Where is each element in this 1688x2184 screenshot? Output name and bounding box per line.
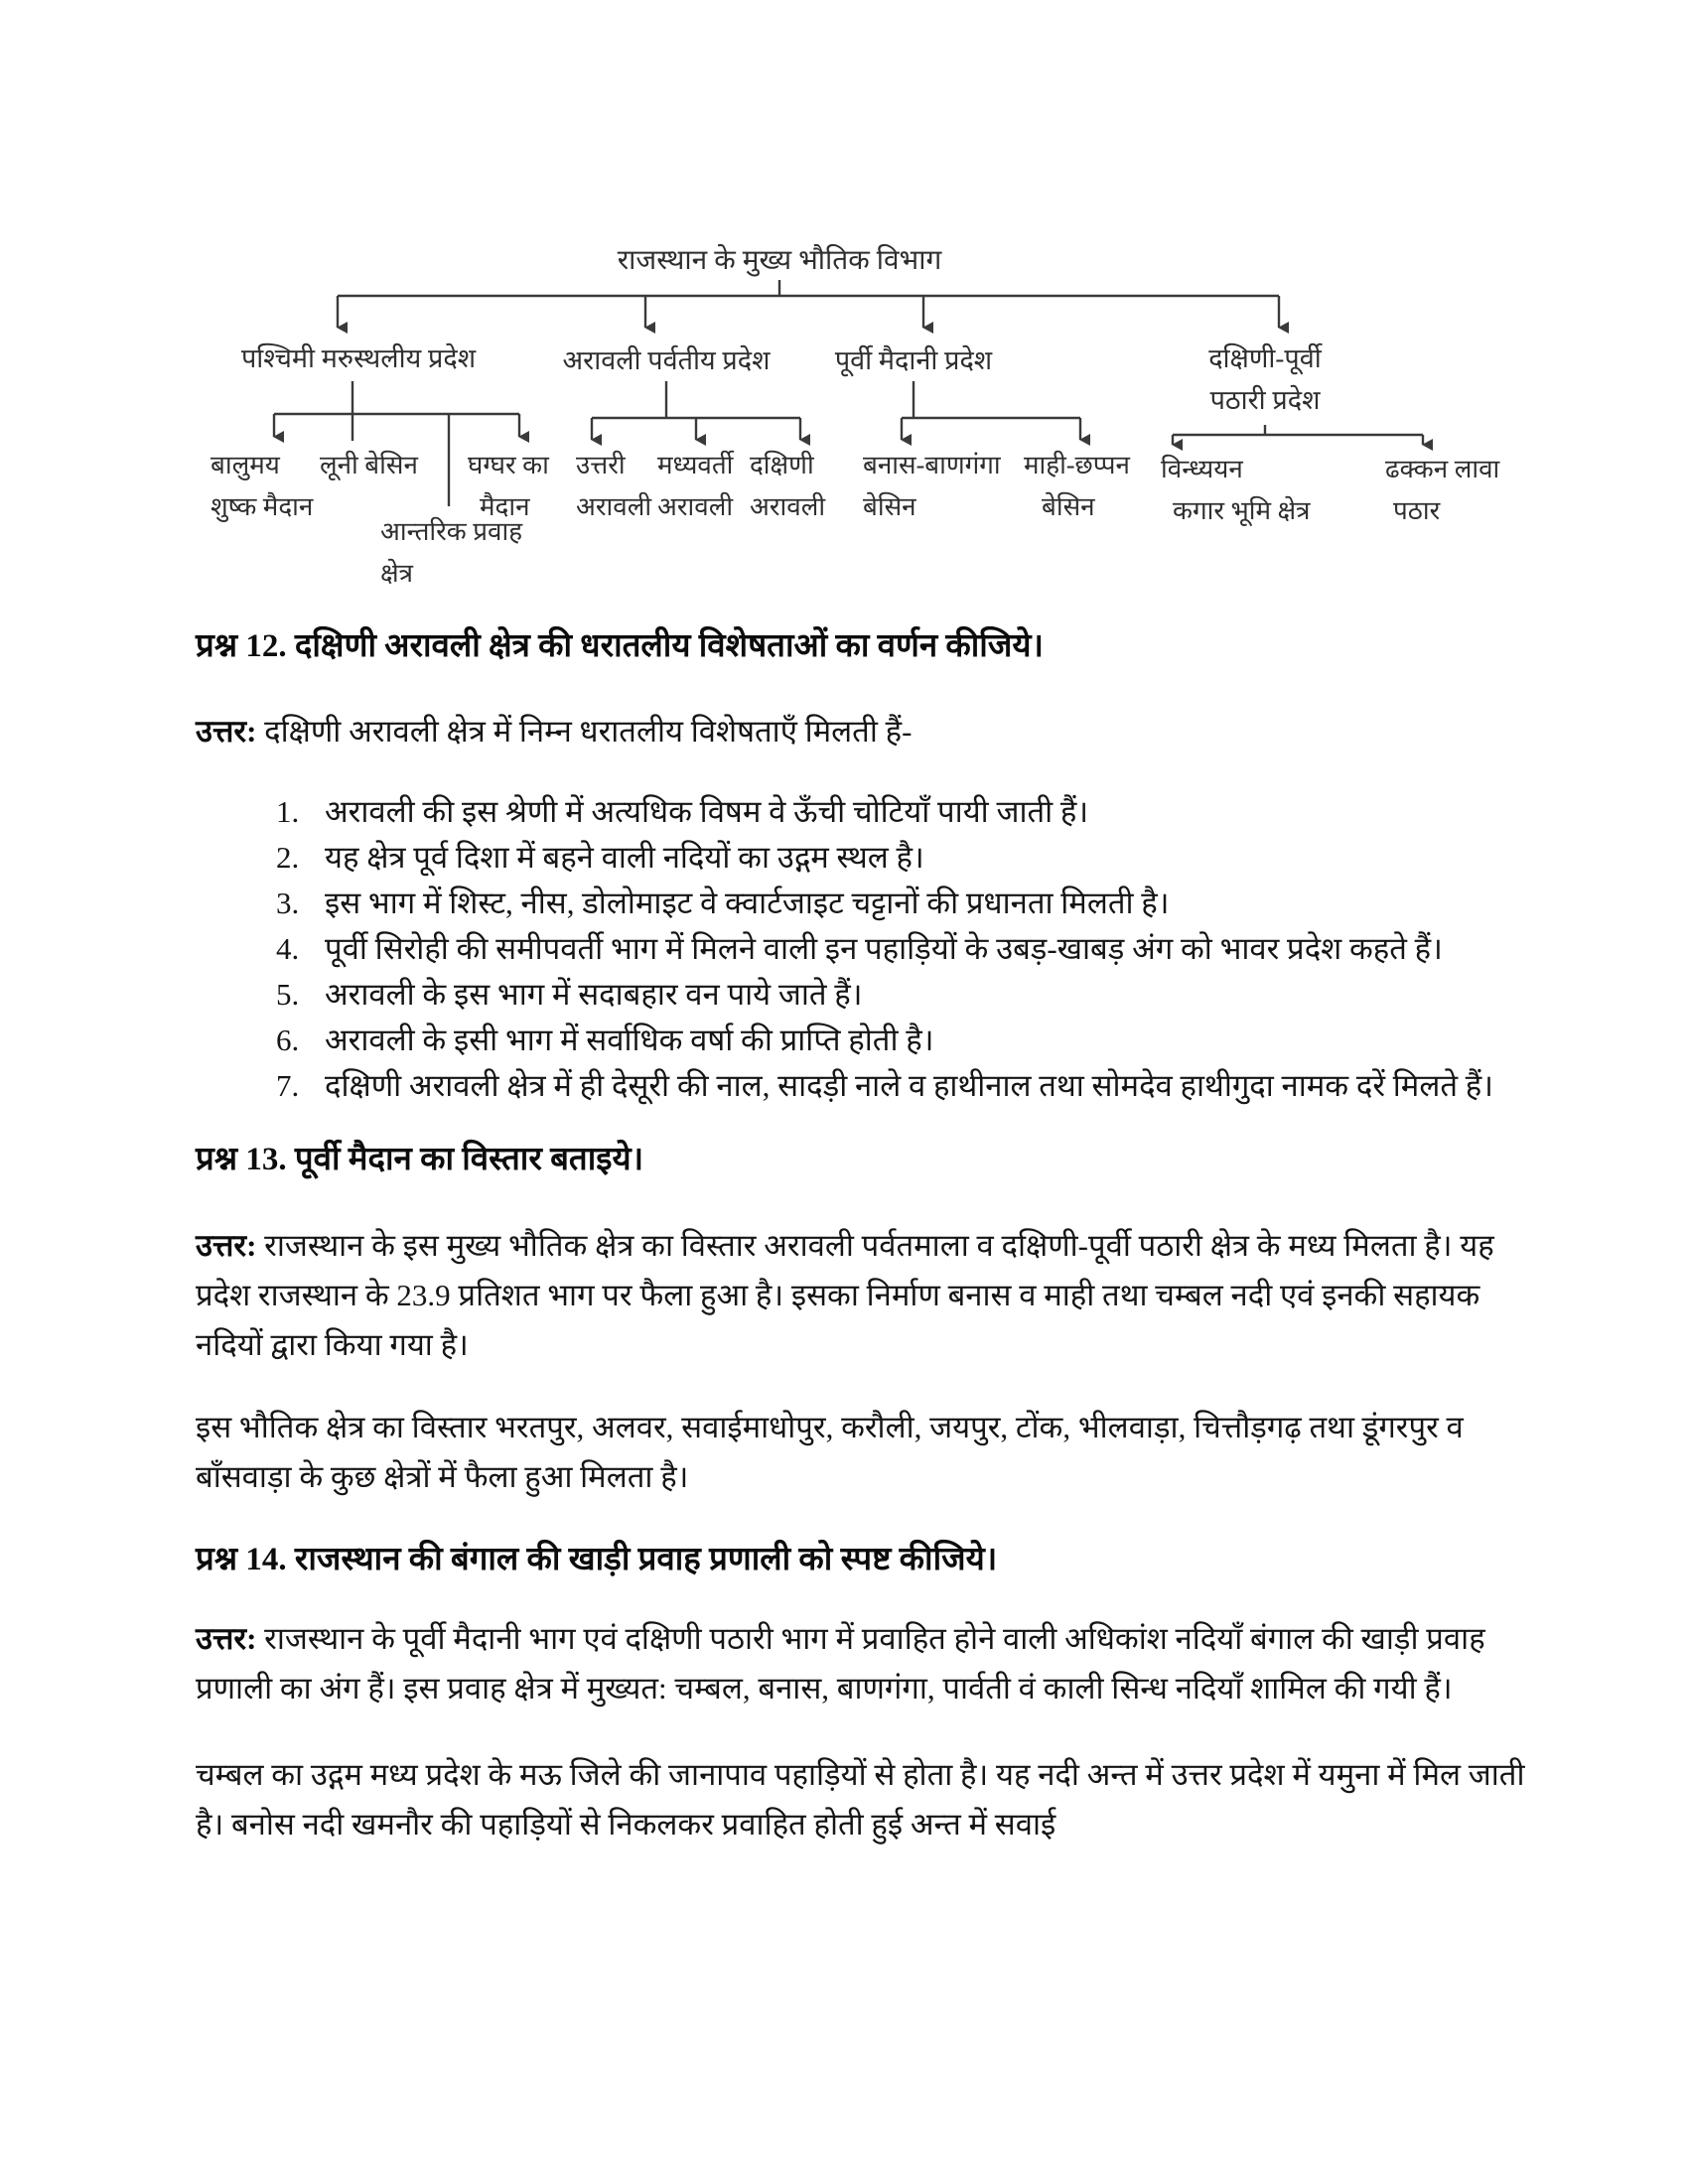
list-item: 5. अरावली के इस भाग में सदाबहार वन पाये जाते हैं। <box>307 972 1551 1018</box>
leaf-mahi-chhappan-basin <box>1024 445 1130 528</box>
surface-features-list <box>196 789 1551 1109</box>
diagram-title: राजस्थान के मुख्य भौतिक विभाग <box>617 245 942 276</box>
branch-aravali-mountain <box>517 340 815 381</box>
answer-14-extra-paragraph: चम्बल का उद्गम मध्य प्रदेश के मऊ जिले की जानापाव पहाड़ियों से होता है। यह नदी अन्त में उत्तर प्रदेश में यमुना में मिल जाती है। बनोस नदी खमनौर की पहाड़ियों से निकलकर प्रवाहित होती हुई अन्त में सवाई <box>196 1757 1525 1842</box>
list-item: 2. यह क्षेत्र पूर्व दिशा में बहने वाली नदियों का उद्गम स्थल है। <box>307 835 1551 881</box>
leaf-line: अरावली <box>750 492 826 521</box>
leaf-line: बेसिन <box>1042 492 1095 521</box>
question-12-heading: प्रश्न 12. दक्षिणी अरावली क्षेत्र की धरातलीय विशेषताओं का वर्णन कीजिये। <box>196 628 1044 664</box>
physical-divisions-tree-diagram <box>129 159 1589 615</box>
leaf-line: बालुमय <box>211 451 280 479</box>
question-13-heading: प्रश्न 13. पूर्वी मैदान का विस्तार बताइये। <box>196 1142 644 1177</box>
list-item: 6. अरावली के इसी भाग में सर्वाधिक वर्षा की प्राप्ति होती है। <box>307 1018 1551 1063</box>
list-item: 4. पूर्वी सिरोही की समीपवर्ती भाग में मिलने वाली इन पहाड़ियों के उबड़-खाबड़ अंग को भावर प्रदेश कहते हैं। <box>307 926 1551 972</box>
leaf-line: दक्षिणी <box>750 451 814 479</box>
branch-label: अरावली पर्वतीय प्रदेश <box>562 345 771 375</box>
leaf-northern-aravali <box>576 445 651 528</box>
leaf-vindhyan-scarp-land <box>1161 449 1311 532</box>
leaf-line: पठार <box>1393 496 1441 525</box>
answer-text: राजस्थान के इस मुख्य भौतिक क्षेत्र का विस्तार अरावली पर्वतमाला व दक्षिणी-पूर्वी पठारी क्षेत्र के मध्य मिलता है। यह प्रदेश राजस्थान के 23.9 प्रतिशत भाग पर फैला हुआ है। इसका निर्माण बनास व माही तथा चम्बल नदी एवं इनकी सहायक नदियों द्वारा किया गया है। <box>196 1228 1494 1362</box>
branch-label-line: पठारी प्रदेश <box>1209 385 1321 415</box>
answer-12-intro <box>196 707 1551 756</box>
question-14-heading: प्रश्न 14. राजस्थान की बंगाल की खाड़ी प्रवाह प्रणाली को स्पष्ट कीजिये। <box>196 1542 998 1577</box>
leaf-deccan-lava-plateau <box>1385 449 1499 532</box>
leaf-line: ढक्कन लावा <box>1385 455 1500 483</box>
leaf-line: घग्घर का <box>468 451 549 479</box>
branch-eastern-plain <box>789 340 1038 381</box>
answer-label: उत्तर: <box>196 714 257 749</box>
branch-southeastern-plateau <box>1166 338 1364 421</box>
leaf-luni-basin <box>320 445 418 486</box>
list-item: 7. दक्षिणी अरावली क्षेत्र में ही देसूरी की नाल, सादड़ी नाले व हाथीनाल तथा सोमदेव हाथीगुदा नामक दरें मिलते हैं। <box>307 1063 1551 1109</box>
answer-label: उत्तर: <box>196 1621 257 1656</box>
leaf-line: बेसिन <box>863 492 916 521</box>
answer-text: राजस्थान के पूर्वी मैदानी भाग एवं दक्षिणी पठारी भाग में प्रवाहित होने वाली अधिकांश नदियाँ बंगाल की खाड़ी प्रवाह प्रणाली का अंग हैं। इस प्रवाह क्षेत्र में मुख्यत: चम्बल, बनास, बाणगंगा, पार्वती वं काली सिन्ध नदियाँ शामिल की गयी हैं। <box>196 1621 1485 1706</box>
diagram-connector-lines <box>129 159 1589 615</box>
leaf-line: बनास-बाणगंगा <box>863 451 1001 479</box>
answer-label: उत्तर: <box>196 1228 257 1263</box>
leaf-sandy-dry-plain <box>211 445 313 528</box>
leaf-line: लूनी बेसिन <box>320 451 418 479</box>
leaf-line: शुष्क मैदान <box>211 492 314 521</box>
leaf-line: विन्ध्ययन <box>1161 455 1243 483</box>
answer-intro-text: दक्षिणी अरावली क्षेत्र में निम्न धरातलीय विशेषताएँ मिलती हैं- <box>264 714 913 749</box>
list-item: 3. इस भाग में शिस्ट, नीस, डोलोमाइट वे क्वार्टजाइट चट्टानों की प्रधानता मिलती है। <box>307 881 1551 926</box>
leaf-line: उत्तरी <box>576 451 626 479</box>
leaf-line: कगार भूमि क्षेत्र <box>1173 496 1311 525</box>
answer-14-paragraph <box>196 1614 1551 1713</box>
branch-label: पश्चिमी मरुस्थलीय प्रदेश <box>240 343 477 373</box>
qa-content <box>196 623 1551 1849</box>
branch-western-desert <box>185 338 532 379</box>
list-item: 1. अरावली की इस श्रेणी में अत्यधिक विषम वे ऊँची चोटियाँ पायी जाती हैं। <box>307 789 1551 835</box>
branch-label-line: दक्षिणी-पूर्वी <box>1208 343 1322 373</box>
leaf-line: क्षेत्र <box>380 559 413 588</box>
leaf-line: मैदान <box>480 492 530 521</box>
leaf-line: माही-छप्पन <box>1024 451 1130 479</box>
leaf-inland-drainage-area <box>380 511 522 595</box>
leaf-central-aravali <box>657 445 733 528</box>
leaf-line: अरावली <box>657 492 734 521</box>
answer-13-paragraph <box>196 1221 1551 1370</box>
leaf-line: मध्यवर्ती <box>657 451 734 479</box>
leaf-line: आन्तरिक प्रवाह <box>380 517 523 546</box>
branch-label: पूर्वी मैदानी प्रदेश <box>834 345 993 375</box>
leaf-southern-aravali <box>750 445 825 528</box>
answer-13-extra-paragraph: इस भौतिक क्षेत्र का विस्तार भरतपुर, अलवर, सवाईमाधोपुर, करौली, जयपुर, टोंक, भीलवाड़ा, चित्तौड़गढ़ तथा डूंगरपुर व बाँसवाड़ा के कुछ क्षेत्रों में फैला हुआ मिलता है। <box>196 1410 1464 1494</box>
leaf-line: अरावली <box>576 492 652 521</box>
leaf-banas-banganga-basin <box>863 445 1001 528</box>
